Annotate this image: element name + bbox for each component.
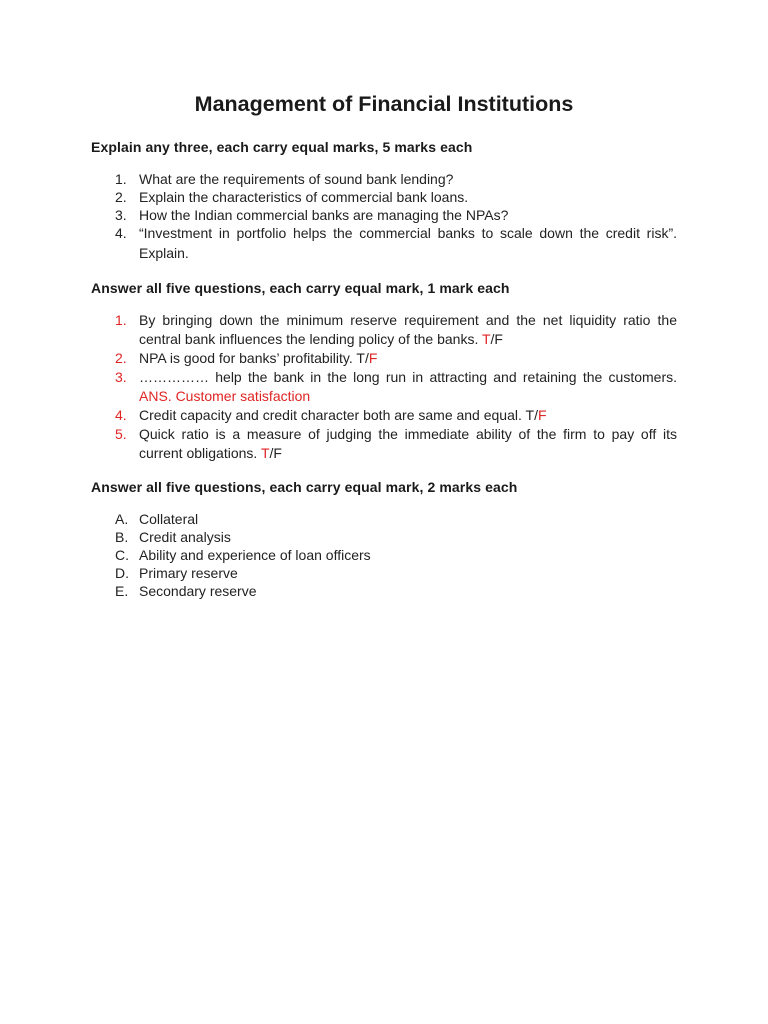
list-item [91, 406, 677, 425]
question-text: How the Indian commercial banks are managing the NPAs? [139, 207, 509, 224]
item-number: 3. [115, 369, 127, 385]
answer-slash: / [364, 350, 369, 366]
answer-false: F [273, 445, 282, 461]
answer-slash: / [269, 445, 274, 461]
list-item [91, 564, 677, 582]
term-text: Ability and experience of loan officers [139, 547, 371, 563]
item-letter: B. [115, 529, 129, 545]
term-text: Secondary reserve [139, 583, 257, 599]
item-number: 1. [115, 171, 127, 187]
list-item [91, 311, 677, 349]
answer-true: T [356, 350, 365, 366]
item-letter: C. [115, 547, 129, 563]
item-number: 2. [115, 350, 127, 366]
answer-slash: / [534, 407, 538, 423]
section-heading-1-mark: Answer all five questions, each carry equal mark, 1 mark each [91, 280, 510, 296]
answer-true: T [525, 407, 535, 423]
list-item [91, 349, 677, 368]
question-text: By bringing down the minimum reserve requirement and the net liquidity ratio the central bank influences the lending policy of the banks. [139, 312, 677, 347]
answer-true: T [260, 445, 270, 461]
question-text: “Investment in portfolio helps the commercial banks to scale down the credit risk”. Explain. [139, 225, 677, 261]
question-text: …………… help the bank in the long run in attracting and retaining the customers. [139, 369, 677, 385]
section-heading-5-marks: Explain any three, each carry equal marks, 5 marks each [91, 139, 473, 155]
term-text: Primary reserve [139, 565, 238, 581]
item-letter: D. [115, 565, 129, 581]
answer-slash: / [490, 331, 495, 347]
question-text: What are the requirements of sound bank lending? [139, 171, 454, 187]
list-item [91, 224, 677, 263]
answer-text: ANS. Customer satisfaction [139, 388, 311, 404]
list-item [91, 188, 677, 208]
page-title: Management of Financial Institutions [194, 92, 574, 116]
term-text: Credit analysis [139, 529, 231, 545]
item-number: 1. [115, 312, 127, 328]
answer-true: T [481, 331, 491, 347]
item-number: 4. [115, 407, 127, 423]
item-number: 4. [115, 225, 127, 242]
answer-false: F [537, 407, 547, 423]
list-item [91, 170, 677, 190]
section-heading-2-marks: Answer all five questions, each carry equal mark, 2 marks each [91, 479, 518, 495]
item-number: 2. [115, 189, 127, 206]
list-item [91, 510, 677, 528]
list-item [91, 206, 677, 226]
term-text: Collateral [139, 511, 199, 527]
question-list-1-mark [91, 311, 677, 463]
question-text: Credit capacity and credit character both are same and equal. [139, 407, 526, 423]
question-text: NPA is good for banks’ profitability. [139, 350, 357, 366]
item-letter: E. [115, 583, 129, 599]
answer-false: F [494, 331, 503, 347]
question-text: Explain the characteristics of commercial bank loans. [139, 189, 469, 206]
question-list-2-marks [91, 510, 677, 600]
item-letter: A. [115, 511, 129, 527]
answer-false: F [368, 350, 378, 366]
list-item [91, 425, 677, 463]
list-item [91, 528, 677, 546]
item-number: 3. [115, 207, 127, 224]
list-item [91, 546, 677, 564]
question-list-5-marks [91, 170, 677, 262]
list-item [91, 582, 677, 600]
question-text: Quick ratio is a measure of judging the immediate ability of the firm to pay off its current obligations. [139, 426, 677, 461]
item-number: 5. [115, 426, 127, 442]
list-item [91, 368, 677, 406]
